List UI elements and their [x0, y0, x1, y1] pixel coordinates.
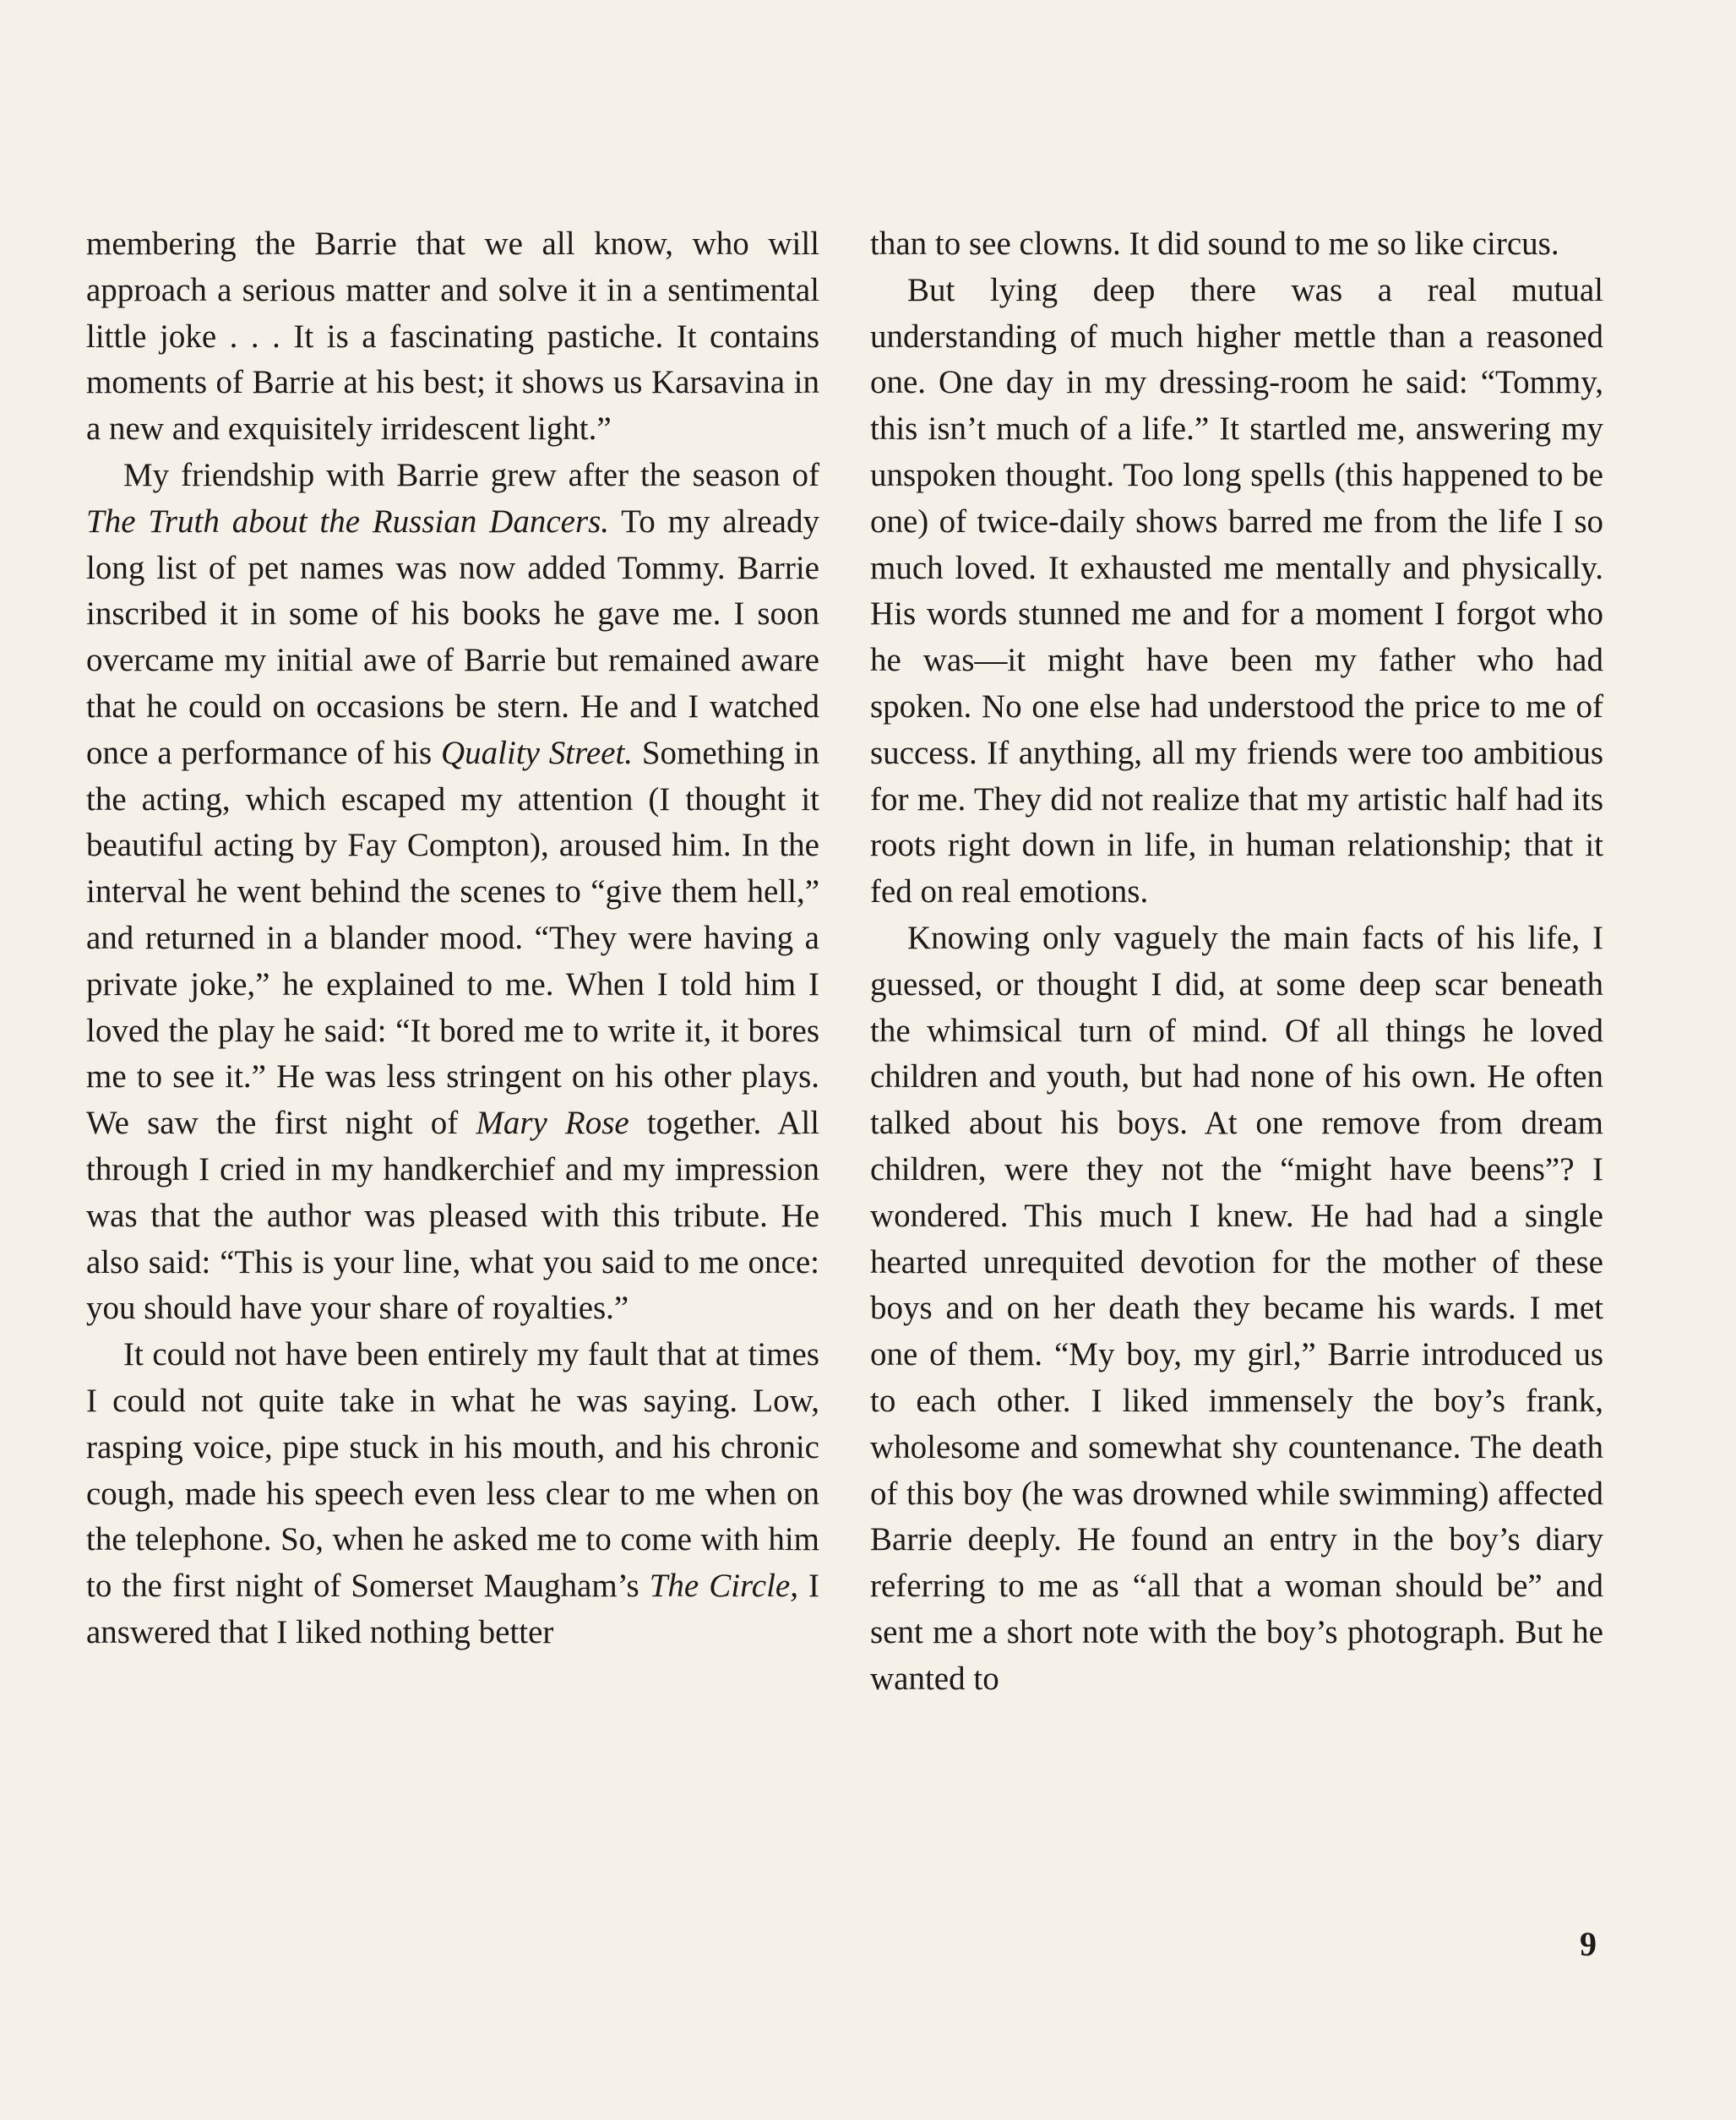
text-run: Knowing only vaguely the main facts of his life, I guessed, or thought I did, at some deep scar beneath the whimsical turn of mind. Of all things he loved children and youth, but had none of his own. He often talked about his boys. At one remove from dream children, were they not the “might have beens”? I wondered. This much I knew. He had had a single hearted unrequited devotion for the mother of these boys and on her death they became his wards. I met one of them. “My boy, my girl,” Barrie introduced us to each other. I liked immensely the boy’s frank, wholesome and somewhat shy countenance. The death of this boy (he was drowned while swimming) affected Barrie deeply. He found an entry in the boy’s diary referring to me as “all that a woman should be” and sent me a short note with the boy’s photograph. But he wanted to — [870, 919, 1603, 1697]
right-column — [870, 221, 1603, 1703]
italic-title: The Circle, — [649, 1568, 798, 1605]
text-run: than to see clowns. It did sound to me so like circus. — [870, 226, 1559, 262]
paragraph — [870, 221, 1603, 268]
text-run: To my already long list of pet names was now added Tommy. Barrie inscribed it in some of his books he gave me. I soon overcame my initial awe of Barrie but remained aware that he could on occasions be stern. He and I watched once a performance of his — [86, 503, 819, 771]
left-column — [86, 221, 819, 1656]
italic-title: The Truth about the Russian Dancers. — [86, 503, 610, 540]
text-run: But lying deep there was a real mutual understanding of much higher mettle than a reasoned one. One day in my dressing-room he said: “Tommy, this isn’t much of a life.” It startled me, answering my unspoken thought. Too long spells (this happened to be one) of twice-daily shows barred me from the life I so much loved. It exhausted me mentally and physically. His words stunned me and for a moment I forgot who he was—it might have been my father who had spoken. No one else had understood the price to me of success. If anything, all my friends were too ambitious for me. They did not realize that my artistic half had its roots right down in life, in human relationship; that it fed on real emotions. — [870, 271, 1603, 911]
text-run: membering the Barrie that we all know, who will approach a serious matter and solve it in a sentimental little joke . . . It is a fascinating pastiche. It contains moments of Barrie at his best; it shows us Karsavina in a new and exquisitely irridescent light.” — [86, 226, 819, 448]
page-number: 9 — [1580, 1925, 1597, 1963]
text-run: Something in the acting, which escaped my attention (I thought it beautiful acting by Fay Compton), aroused him. In the interval he went behind the scenes to “give them hell,” and returned in a blander mood. “They were having a private joke,” he explained to me. When I told him I loved the play he said: “It bored me to write it, it bores me to see it.” He was less stringent on his other plays. We saw the first night of — [86, 734, 819, 1142]
paragraph — [870, 916, 1603, 1703]
italic-title: Quality Street. — [440, 734, 634, 771]
text-run: together. All through I cried in my handkerchief and my impression was that the author was pleased with this tribute. He also said: “This is your line, what you said to me once: you should have your share of royalties.” — [86, 1105, 820, 1327]
paragraph — [86, 221, 819, 453]
text-run: It could not have been entirely my fault that at times I could not quite take in what he was saying. Low, rasping voice, pipe stuck in his mouth, and his chronic cough, made his speech even less clear to me when on the telephone. So, when he asked me to come with him to the first night of Somerset Maugham’s — [86, 1336, 819, 1605]
paragraph — [86, 453, 819, 1332]
text-run: I answered that I liked nothing better — [86, 1568, 819, 1650]
text-run: My friendship with Barrie grew after the season of — [123, 456, 819, 493]
italic-title: Mary Rose — [476, 1105, 629, 1142]
paragraph — [86, 1332, 819, 1656]
paragraph — [870, 268, 1603, 916]
